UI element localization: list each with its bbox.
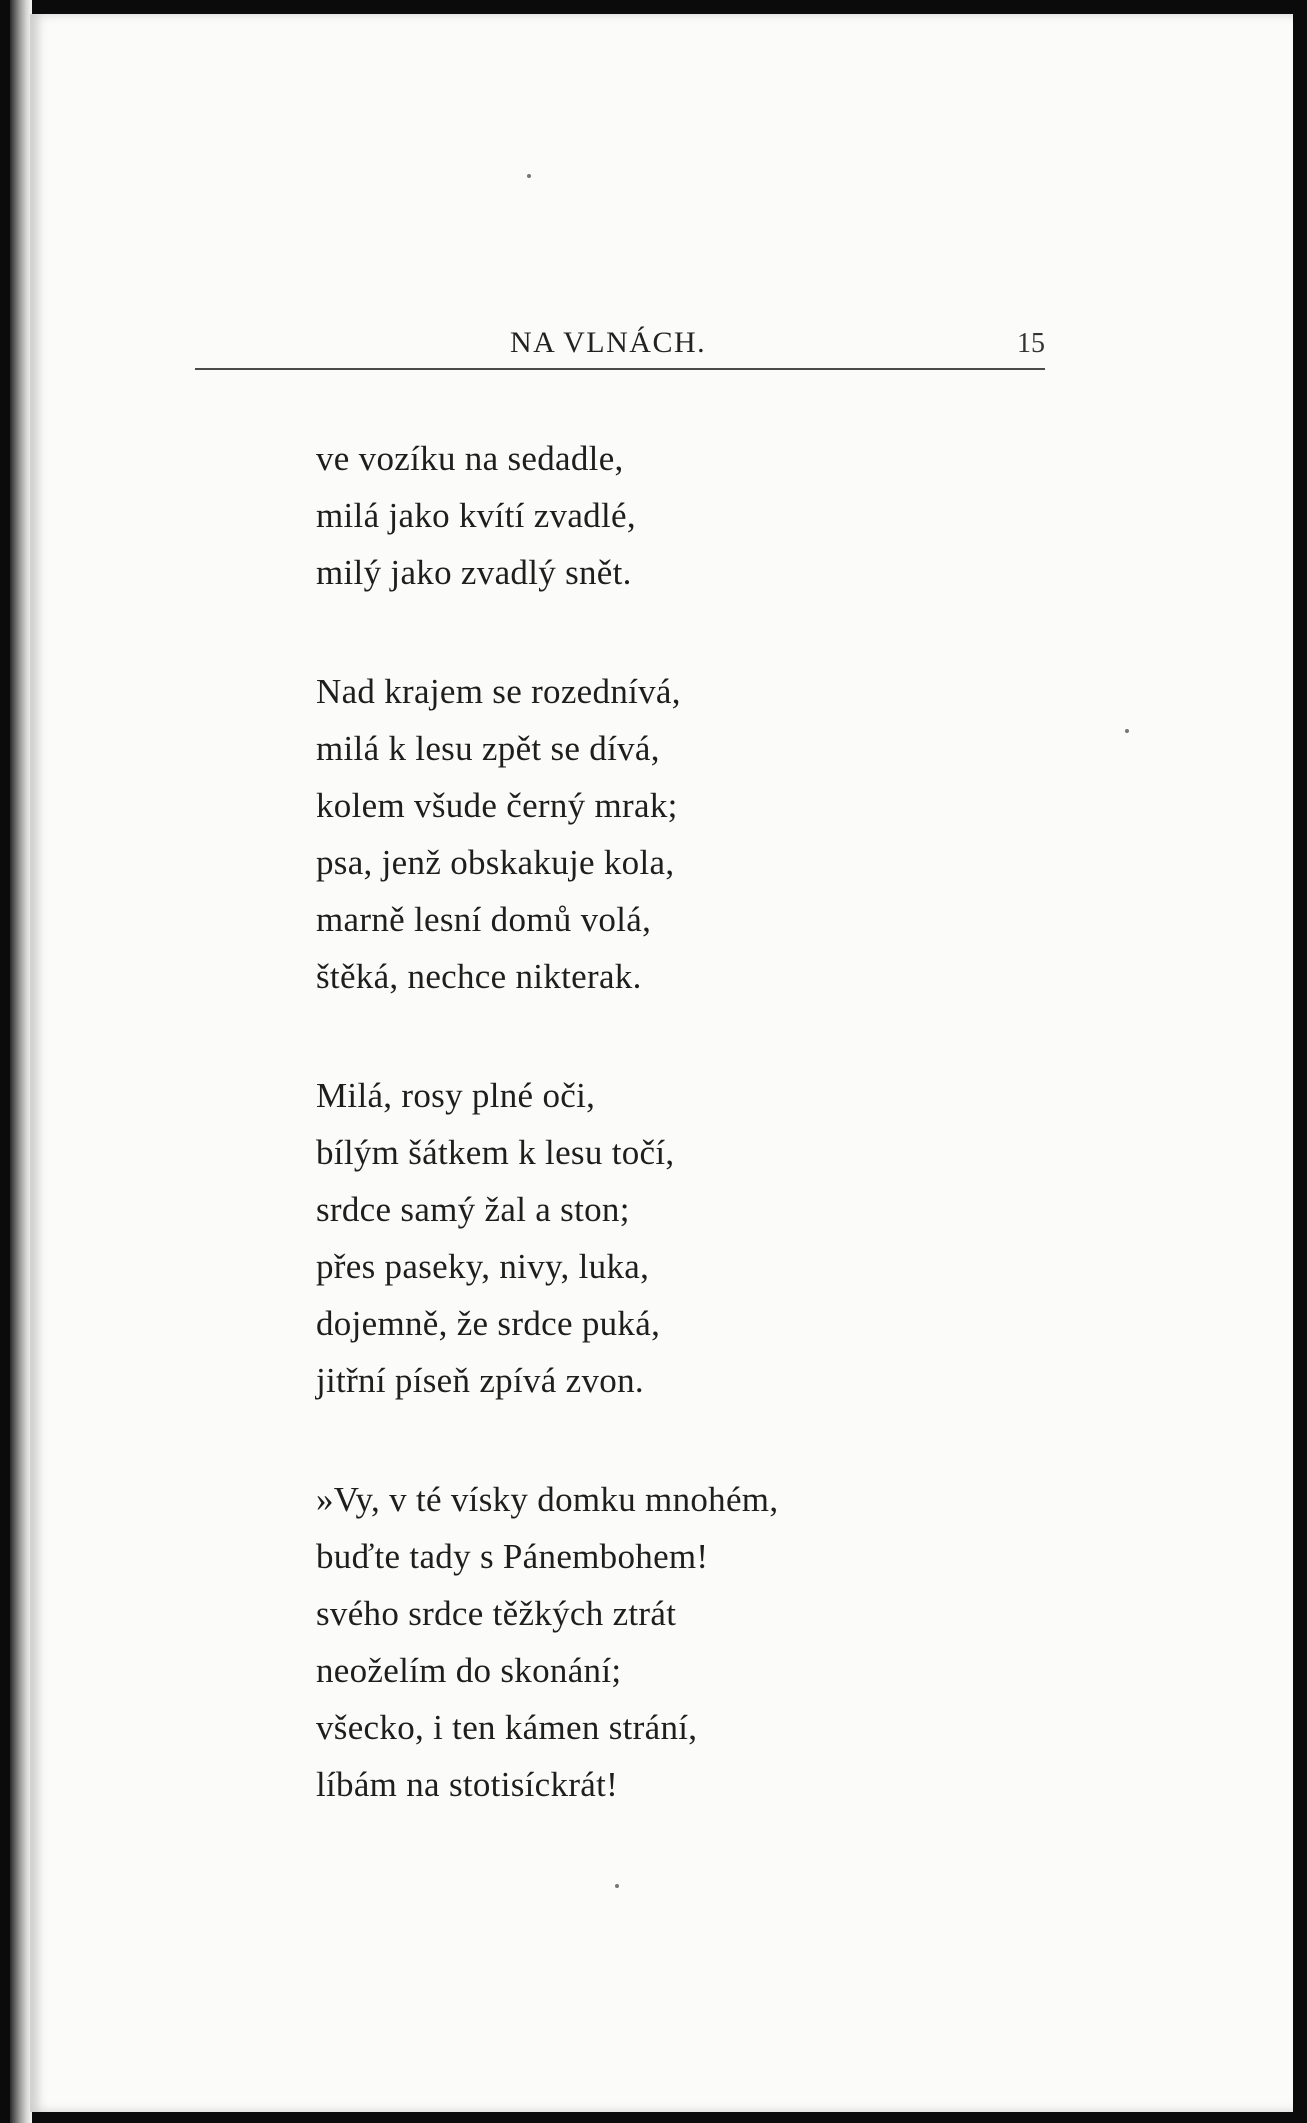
verse-line: přes paseky, nivy, luka, (316, 1247, 650, 1286)
verse-line: marně lesní domů volá, (316, 900, 652, 939)
stanza-2 (316, 663, 1116, 1005)
running-head (195, 314, 1045, 374)
verse-line: srdce samý žal a ston; (316, 1190, 630, 1229)
stanza-4 (316, 1471, 1116, 1813)
verse-line: dojemně, že srdce puká, (316, 1304, 661, 1343)
verse-line: všecko, i ten kámen strání, (316, 1708, 698, 1747)
book-page (30, 14, 1293, 2112)
verse-line: milá k lesu zpět se dívá, (316, 729, 660, 768)
stanza-1 (316, 430, 1116, 601)
verse-line: ve vozíku na sedadle, (316, 439, 624, 478)
scan-speck (615, 1884, 619, 1888)
scan-speck (1125, 729, 1129, 733)
verse-line: Milá, rosy plné oči, (316, 1076, 596, 1115)
header-rule (195, 368, 1045, 370)
page-number: 15 (1017, 328, 1045, 359)
verse-line: milý jako zvadlý snět. (316, 553, 632, 592)
book-spine-edge (10, 0, 32, 2123)
verse-line: milá jako kvítí zvadlé, (316, 496, 636, 535)
verse-line: Nad krajem se rozednívá, (316, 672, 681, 711)
verse-line: jitřní píseň zpívá zvon. (316, 1361, 644, 1400)
chapter-title: NA VLNÁCH. (510, 326, 707, 359)
verse-line: kolem všude černý mrak; (316, 786, 678, 825)
verse-line: líbám na stotisíckrát! (316, 1765, 619, 1804)
verse-line: bílým šátkem k lesu točí, (316, 1133, 675, 1172)
verse-line: »Vy, v té vísky domku mnohém, (316, 1480, 779, 1519)
verse-line: svého srdce těžkých ztrát (316, 1594, 677, 1633)
verse-line: neoželím do skonání; (316, 1651, 622, 1690)
poem-text (316, 430, 1116, 1875)
verse-line: psa, jenž obskakuje kola, (316, 843, 675, 882)
verse-line: štěká, nechce nikterak. (316, 957, 642, 996)
verse-line: buďte tady s Pánembohem! (316, 1537, 709, 1576)
scan-speck (527, 174, 531, 178)
stanza-3 (316, 1067, 1116, 1409)
